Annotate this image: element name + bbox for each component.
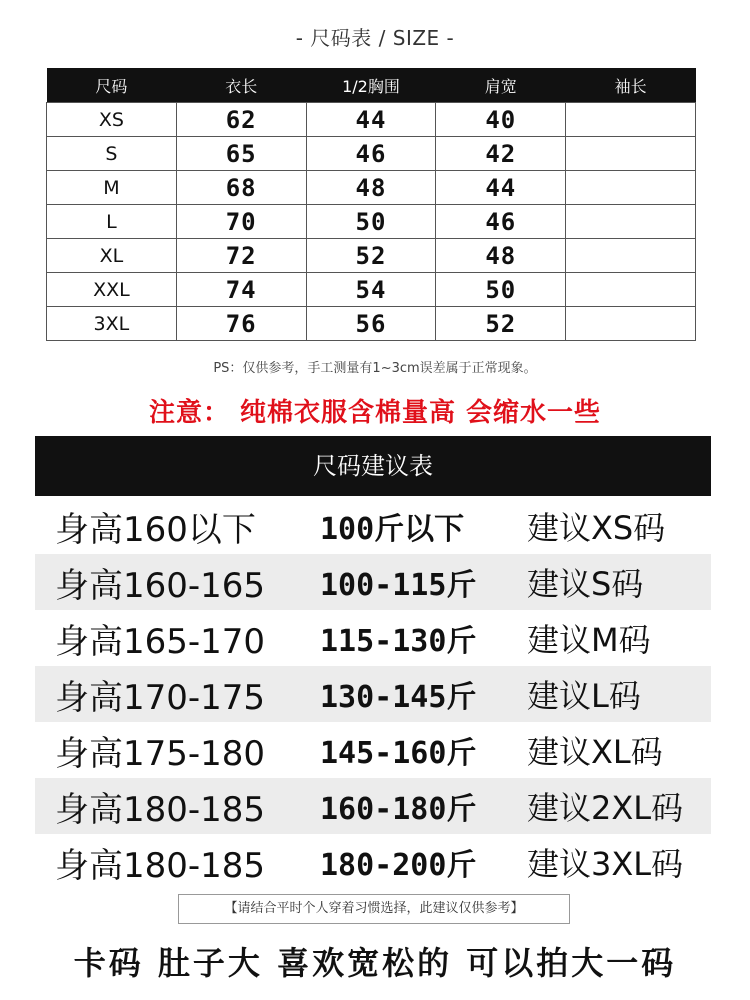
chest-cell: 54 — [306, 273, 436, 307]
suggested-size: 建议2XL码 — [527, 789, 684, 827]
recommend-row — [35, 666, 711, 722]
table-row — [47, 103, 696, 137]
length-cell: 65 — [176, 137, 306, 171]
size-table-header-row — [47, 68, 696, 103]
chest-cell: 46 — [306, 137, 436, 171]
recommend-row — [35, 498, 711, 554]
weight-range: 100斤以下 — [320, 512, 465, 547]
height-range: 身高175-180 — [55, 733, 266, 774]
size-table — [46, 68, 696, 341]
size-cell: XL — [47, 239, 177, 273]
length-cell: 68 — [176, 171, 306, 205]
chest-cell: 56 — [306, 307, 436, 341]
sleeve-cell — [566, 307, 696, 341]
recommend-row — [35, 554, 711, 610]
suggested-size: 建议XS码 — [527, 509, 666, 547]
header-length: 衣长 — [176, 68, 306, 103]
height-range: 身高165-170 — [55, 621, 266, 662]
page-title: - 尺码表 / SIZE - — [295, 26, 455, 50]
shoulder-cell: 50 — [436, 273, 566, 307]
suggested-size: 建议S码 — [527, 565, 644, 603]
recommend-row — [35, 610, 711, 666]
recommend-row — [35, 722, 711, 778]
chest-cell: 52 — [306, 239, 436, 273]
suggested-size: 建议XL码 — [527, 733, 663, 771]
size-cell: XS — [47, 103, 177, 137]
sleeve-cell — [566, 205, 696, 239]
measurement-note: PS：仅供参考，手工测量有1~3cm误差属于正常现象。 — [213, 361, 537, 376]
weight-range: 115-130斤 — [320, 624, 477, 659]
suggested-size: 建议3XL码 — [527, 845, 684, 883]
size-cell: S — [47, 137, 177, 171]
recommend-tip: 【请结合平时个人穿着习惯选择，此建议仅供参考】 — [178, 894, 570, 924]
height-range: 身高160-165 — [55, 565, 266, 606]
table-row — [47, 205, 696, 239]
header-shoulder: 肩宽 — [436, 68, 566, 103]
chest-cell: 48 — [306, 171, 436, 205]
shoulder-cell: 52 — [436, 307, 566, 341]
length-cell: 74 — [176, 273, 306, 307]
size-cell: XXL — [47, 273, 177, 307]
weight-range: 180-200斤 — [320, 848, 477, 883]
table-row — [47, 239, 696, 273]
length-cell: 72 — [176, 239, 306, 273]
table-row — [47, 307, 696, 341]
shoulder-cell: 40 — [436, 103, 566, 137]
weight-range: 145-160斤 — [320, 736, 477, 771]
recommend-table — [35, 498, 711, 890]
shrink-warning: 注意： 纯棉衣服含棉量高 会缩水一些 — [148, 398, 602, 428]
height-range: 身高180-185 — [55, 789, 266, 830]
height-range: 身高180-185 — [55, 845, 266, 886]
sleeve-cell — [566, 171, 696, 205]
size-cell: L — [47, 205, 177, 239]
weight-range: 130-145斤 — [320, 680, 477, 715]
recommend-table-header: 尺码建议表 — [35, 436, 711, 496]
chest-cell: 44 — [306, 103, 436, 137]
weight-range: 100-115斤 — [320, 568, 477, 603]
length-cell: 70 — [176, 205, 306, 239]
table-row — [47, 171, 696, 205]
height-range: 身高170-175 — [55, 677, 266, 718]
recommend-row — [35, 834, 711, 890]
length-cell: 62 — [176, 103, 306, 137]
suggested-size: 建议L码 — [527, 677, 641, 715]
length-cell: 76 — [176, 307, 306, 341]
header-sleeve: 袖长 — [566, 68, 696, 103]
sleeve-cell — [566, 137, 696, 171]
header-chest: 1/2胸围 — [306, 68, 436, 103]
size-cell: M — [47, 171, 177, 205]
size-cell: 3XL — [47, 307, 177, 341]
sleeve-cell — [566, 103, 696, 137]
sleeve-cell — [566, 239, 696, 273]
weight-range: 160-180斤 — [320, 792, 477, 827]
suggested-size: 建议M码 — [527, 621, 651, 659]
shoulder-cell: 42 — [436, 137, 566, 171]
recommend-row — [35, 778, 711, 834]
sleeve-cell — [566, 273, 696, 307]
header-size: 尺码 — [47, 68, 177, 103]
chest-cell: 50 — [306, 205, 436, 239]
shoulder-cell: 44 — [436, 171, 566, 205]
table-row — [47, 137, 696, 171]
shoulder-cell: 48 — [436, 239, 566, 273]
shoulder-cell: 46 — [436, 205, 566, 239]
footer-advice: 卡码 肚子大 喜欢宽松的 可以拍大一码 — [73, 944, 677, 982]
height-range: 身高160以下 — [55, 509, 256, 550]
table-row — [47, 273, 696, 307]
